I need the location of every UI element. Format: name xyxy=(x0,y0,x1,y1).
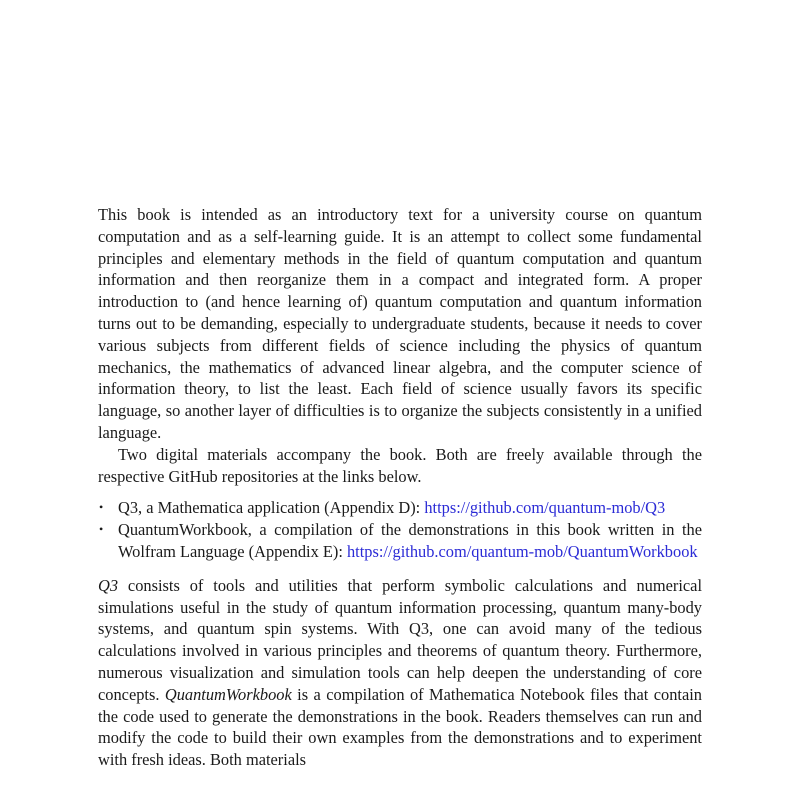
q3-repo-link[interactable]: https://github.com/quantum-mob/Q3 xyxy=(424,498,666,518)
bullet-icon: • xyxy=(99,522,104,537)
quantumworkbook-repo-link[interactable]: https://github.com/quantum-mob/QuantumWorkbook xyxy=(346,541,698,561)
list-item xyxy=(98,519,702,563)
list-item-text: Q3, a Mathematica application (Appendix D): xyxy=(118,498,425,518)
materials-paragraph: Two digital materials accompany the book. Both are freely available through the respective GitHub repositories at the links below. xyxy=(98,444,702,486)
q3-text-part1: consists of tools and utilities that perform symbolic calculations and numerical simulations useful in the study of quantum information processing, quantum many-body systems, and quantum spin systems. With Q3, one can avoid many of the tedious calculations involved in various principles and theorems of quantum theory. Furthermore, numerous visualization and simulation tools can help deepen the understanding of core concepts. xyxy=(98,575,702,704)
q3-term: Q3 xyxy=(98,575,119,595)
materials-list xyxy=(98,497,702,562)
quantumworkbook-term: QuantumWorkbook xyxy=(164,684,292,704)
q3-paragraph xyxy=(98,575,702,771)
bullet-icon: • xyxy=(99,500,104,515)
page-body xyxy=(98,204,702,771)
list-item-text: QuantumWorkbook, a compilation of the demonstrations in this book written in the Wolfram Language (Appendix E): xyxy=(118,520,702,561)
list-item xyxy=(98,497,702,519)
intro-paragraph: This book is intended as an introductory text for a university course on quantum computation and as a self-learning guide. It is an attempt to collect some fundamental principles and elementary methods in the field of quantum computation and quantum information and then reorganize them in a compact and integrated form. A proper introduction to (and hence learning of) quantum computation and quantum information turns out to be demanding, especially to undergraduate students, because it needs to cover various subjects from different fields of science including the physics of quantum mechanics, the mathematics of advanced linear algebra, and the computer science of information theory, to list the least. Each field of science usually favors its specific language, so another layer of difficulties is to organize the subjects consistently in a unified language. xyxy=(98,205,702,442)
q3-text-part2: is a compilation of Mathematica Notebook files that contain the code used to generate the demonstrations in the book. Readers themselves can run and modify the code to build their own examples from the demonstrations and to experiment with fresh ideas. Both materials xyxy=(98,684,702,770)
